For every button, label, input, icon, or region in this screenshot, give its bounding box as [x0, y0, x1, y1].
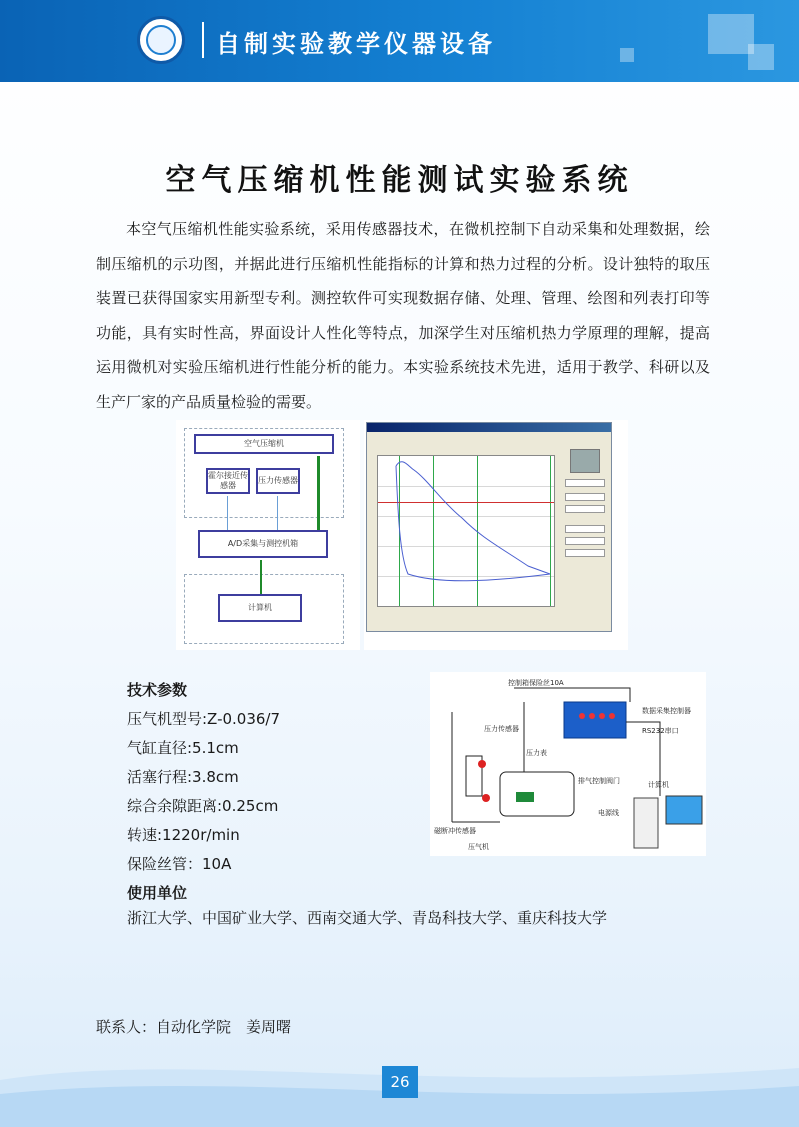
page-title: 空气压缩机性能测试实验系统	[165, 163, 634, 198]
software-screenshot	[364, 420, 628, 650]
page-number: 26	[382, 1066, 418, 1098]
tech-item: 保险丝管：10A	[127, 855, 232, 873]
label-rs232: RS232串口	[642, 727, 679, 735]
tech-item: 气缸直径:5.1cm	[127, 739, 239, 757]
decor-square	[748, 44, 774, 70]
label-exhaust-valve: 排气控制阀门	[578, 777, 620, 785]
label-pressure-sensor: 压力传感器	[484, 725, 519, 733]
app-window	[366, 422, 612, 632]
units-heading: 使用单位	[127, 884, 188, 902]
hall-sensor-box: 霍尔接近传感器	[206, 468, 250, 494]
pressure-sensor-box: 压力传感器	[256, 468, 300, 494]
block-diagram	[176, 420, 360, 650]
header-divider	[202, 22, 204, 58]
label-pressure-gauge: 压力表	[526, 749, 547, 757]
label-power: 电源线	[598, 809, 619, 817]
label-fuse: 控制箱保险丝10A	[508, 679, 564, 687]
label-computer: 计算机	[648, 781, 669, 789]
tech-params	[127, 676, 280, 908]
decor-square	[620, 48, 634, 62]
header-title: 自制实验教学仪器设备	[216, 30, 496, 58]
control-panel	[561, 447, 609, 597]
equipment-schematic	[430, 672, 706, 856]
tech-item: 压气机型号:Z-0.036/7	[127, 710, 281, 728]
indicator-diagram-plot	[377, 455, 555, 607]
university-logo	[137, 16, 185, 64]
computer-box: 计算机	[218, 594, 302, 622]
tech-item: 转速:1220r/min	[127, 826, 240, 844]
ad-box: A/D采集与测控机箱	[198, 530, 328, 558]
header-banner	[0, 0, 799, 82]
units-list: 浙江大学、中国矿业大学、西南交通大学、青岛科技大学、重庆科技大学	[127, 909, 608, 927]
pressure-trace	[378, 456, 556, 608]
compressor-box: 空气压缩机	[194, 434, 334, 454]
label-daq: 数据采集控制器	[642, 707, 691, 715]
tech-heading: 技术参数	[127, 681, 188, 699]
tech-item: 综合余隙距离:0.25cm	[127, 797, 279, 815]
contact-line: 联系人：自动化学院 姜周曙	[96, 1018, 292, 1036]
intro-paragraph: 本空气压缩机性能实验系统，采用传感器技术，在微机控制下自动采集和处理数据，绘制压缩机的示功图，并据此进行压缩机性能指标的计算和热力过程的分析。设计独特的取压装置已获得国家实用新型专利。测控软件可实现数据存储、处理、管理、绘图和列表打印等功能，具有实时性高，界面设计人性化等特点，加深学生对压缩机热力学原理的理解，提高运用微机对实验压缩机进行性能分析的能力。本实验系统技术先进，适用于教学、科研以及生产厂家的产品质量检验的需要。	[96, 220, 710, 411]
label-compressor: 压气机	[468, 843, 489, 851]
tech-item: 活塞行程:3.8cm	[127, 768, 239, 786]
label-magnetic-sensor: 磁断冲传感器	[434, 827, 476, 835]
